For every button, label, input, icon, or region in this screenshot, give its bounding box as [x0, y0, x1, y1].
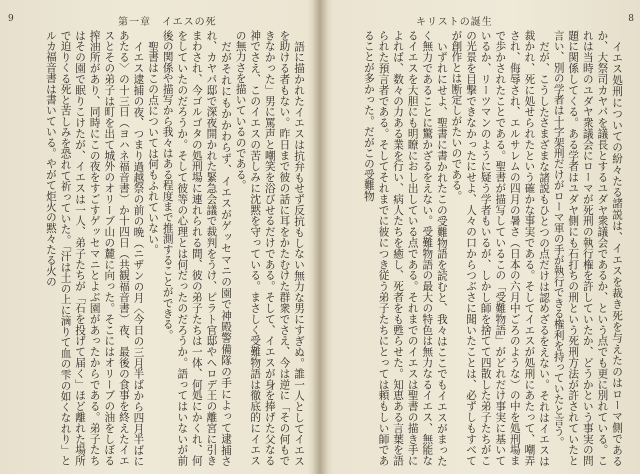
right-page [324, 0, 640, 474]
paragraph: 聖書はこの点については何もふれていない。 [147, 40, 160, 255]
left-page-body [18, 30, 306, 466]
paragraph: イエス処刑についての紛々たる諸説は、イエスを裁き死を与えたのはローマ側であるか、大祭司カヤパを議長とするユダヤ衆議会であるか、という点でも更に別れている。これは当時のユダヤ衆議会にローマが死刑の執行権を許していたか、どうかという事実の問題に関係してくる。ある学者はユダヤ側にも石打ちの刑という死刑方法が許されていたと言い、別の学者は十字架刑だけがローマ軍の手が執行できる権利を持っていたと言う。 [552, 30, 623, 466]
right-page-body [336, 30, 624, 466]
running-header-right: キリストの誕生 [416, 17, 493, 28]
paragraph: 語に描かれたイエスは抗弁もせず反抗もしない無力な男にすぎぬ。誰一人としてイエスを助ける者もない。昨日まで彼の話に耳をかたむけた群衆でさえ、今は逆に「その何もできなかった」男に罵声と嘲笑を浴びせるだけである。そして、イエスが身を捧げた父なる神でさえ、このイエスの苦しみに沈黙を守っている。まさしく受難物語は徹底的にイエスの無力さを描いているのである。 [234, 30, 305, 466]
left-page [0, 0, 316, 474]
paragraph: だが、こうしたさまざまな諸説もひとつの点だけは認めざるをえない。それはイエスは裁かれ、死に処せられたという確かな事実である。そしてイエスが処刑にあたって、嘲弄され、侮辱され、エルサレムの四月の暑さ（日本の六月中ごろのような）の中を処刑場まで歩かされたことである。聖書が描写しているこの「受難物語」がどれだけ事実に基いているか、リーツマンのように疑う学者もいるが、しかし師を捨てて四散した弟子たちがこの光景を目撃できなかったにせよ、人々の口からつぶさに聞いたことは、必ずしもすべてが創作とは断定しがたいのである。 [450, 30, 551, 466]
paragraph: だがそれにもかかわらず、イエスがゲッセマニの園で神殿警備隊の手によって逮捕され、カヤパ邸で深夜開かれた緊急会議で裁判をうけ、ピラト官邸やヘロデ王の離宮に引きまわされ、今ゴルゴタの処刑場に連れられる間、彼の弟子たちは一体、何処にかくれ、何をしていたのだろうか。そして彼等の心理とは何だったのだろうか。語ってはいないが前後の関係や描写から我々はある程度まで推測することができる。 [161, 30, 233, 466]
running-header-left: 第一章 イエスの死 [118, 17, 217, 28]
paragraph: イエス逮捕の夜、つまり過越祭の前の晩（ニザンの月〈今日の三月半ばから四月半ばにあたる〉の十三日（ヨハネ福音書）か十四日（共観福音書）夜、最後の食事を終えたイエスとその弟子は町を出て城外のオリーブ山の麓に向った。そこにはオリーブの油をしぼる搾油所があり、同時にこの夜をすごすゲッセマニとよぶ園があったからである。弟子たちはその園で眠りこけたが、イエスは一人、弟子たちが「石を投げて届く」ほど離れた場所で迫りくる死と苦しみを恐れて祈っていた。「汗は土の上に滴りて血の雫の如くなれり」とルカ福音書は書いている。やがて炬火の黙々たる火の [44, 30, 145, 466]
page-number-left: 9 [8, 14, 14, 24]
page-number-right: 8 [628, 14, 634, 24]
paragraph: いずれにせよ、聖書に書かれたこの受難物語を読むと、我々はここでもイエスがまったく無力であることに驚かざるをえない。受難物語の最大の特色は無力なるイエス、無能なるイエスを大胆にも明瞭におし出している点である。それまでのイエスは聖書の描き手によれば、数々の力ある業を行い、病人たちを癒し、死者をも甦らせた。知恵ある言葉を語られた預言者である。そしてそれまでに彼につき従う弟子たちにとっては頼もしい師であることが多かった。だがこの受難物 [362, 30, 448, 466]
